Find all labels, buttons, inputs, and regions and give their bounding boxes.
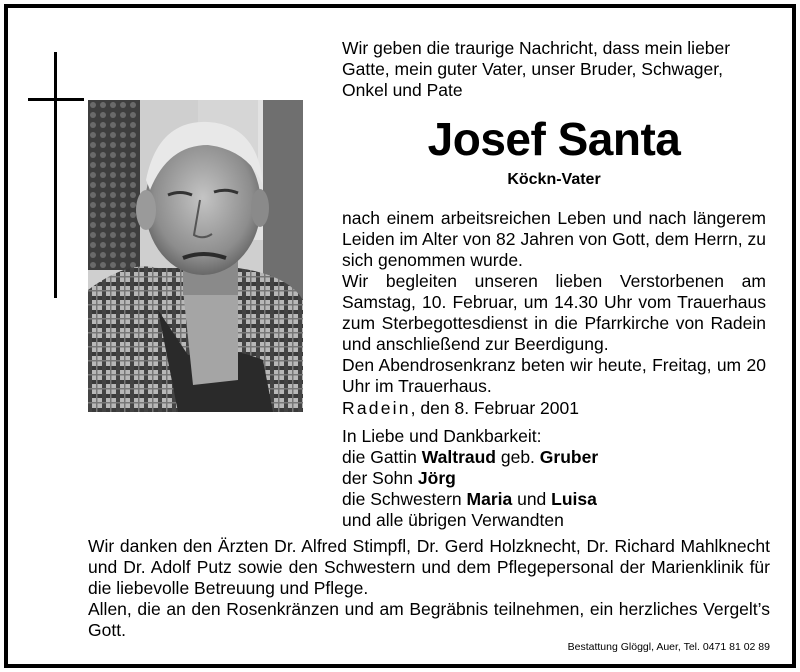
body-paragraph: nach einem arbeitsreichen Leben und nach längerem Leiden im Alter von 82 Jahren von Gott, dem Herrn, zu sich genommen wurde. — [342, 208, 766, 270]
cross-icon — [54, 52, 57, 298]
thanks-paragraph: Wir danken den Ärzten Dr. Alfred Stimpfl, Dr. Gerd Holzknecht, Dr. Richard Mahlknecht und Dr. Adolf Putz sowie den Schwestern und dem Pflegepersonal der Marienklinik für die liebevolle Betreuung und Pflege. — [88, 536, 770, 598]
place-name: Radein — [342, 398, 411, 418]
deceased-name: Josef Santa — [427, 113, 681, 165]
thanks-block — [88, 536, 770, 641]
cross-bar — [28, 98, 84, 101]
undertaker-contact: Bestattung Glöggl, Auer, Tel. 0471 81 02 89 — [567, 641, 770, 653]
intro-line: Wir geben die traurige Nachricht, dass mein lieber — [342, 38, 731, 58]
intro-text — [342, 38, 772, 101]
body-paragraph: Den Abendrosenkranz beten wir heute, Freitag, um 20 Uhr im Trauerhaus. — [342, 355, 766, 396]
portrait-photo — [88, 100, 303, 412]
place-date-line — [342, 398, 772, 419]
signers-block — [342, 426, 772, 531]
signers-heading: In Liebe und Dankbarkeit: — [342, 426, 542, 446]
body-paragraph: Wir begleiten unseren lieben Verstorbenen am Samstag, 10. Februar, um 14.30 Uhr vom Trauerhaus zum Sterbegottesdienst in die Pfarrkirche von Radein und anschließend zur Beerdigung. — [342, 271, 766, 354]
signer-son: der Sohn Jörg — [342, 468, 456, 488]
deceased-nickname: Köckn-Vater — [507, 171, 601, 188]
date-text: , den 8. Februar 2001 — [410, 398, 579, 418]
signer-sisters: die Schwestern Maria und Luisa — [342, 489, 597, 509]
notice-body — [342, 208, 766, 397]
intro-line: Onkel und Pate — [342, 80, 463, 100]
signer-others: und alle übrigen Verwandten — [342, 510, 564, 530]
intro-line: Gatte, mein guter Vater, unser Bruder, Schwager, — [342, 59, 723, 79]
signer-wife: die Gattin Waltraud geb. Gruber — [342, 447, 599, 467]
thanks-paragraph: Allen, die an den Rosenkränzen und am Begräbnis teilnehmen, ein herzliches Vergelt’s Gott. — [88, 599, 770, 640]
